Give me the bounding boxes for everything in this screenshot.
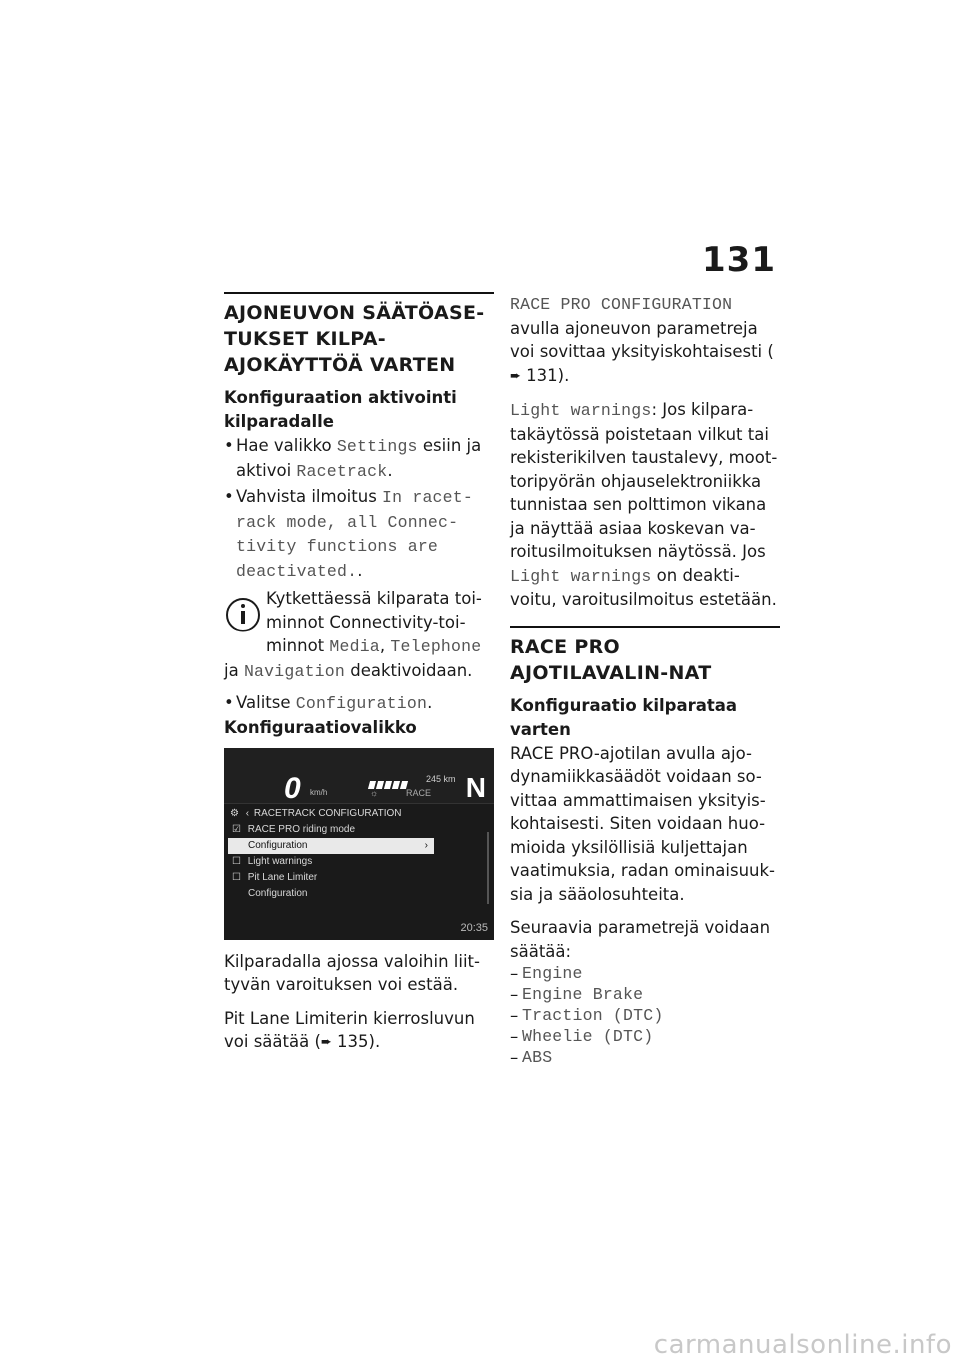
list-item: – ABS: [510, 1047, 780, 1068]
menu-item-label: RACE PRO riding mode: [247, 823, 356, 835]
menu-item-light-warnings[interactable]: [224, 854, 494, 870]
menu-item-label: Configuration: [248, 887, 308, 899]
paragraph-pit-lane: Pit Lane Limiterin kierrosluvun voi säätää (➨ 135).: [224, 1007, 494, 1055]
code-media: Media: [329, 637, 380, 656]
info-icon: [224, 593, 262, 637]
speed-readout: 0: [284, 771, 301, 805]
list-item: – Wheelie (DTC): [510, 1026, 780, 1047]
gear-icon: ⚙: [230, 807, 239, 819]
list-item: – Traction (DTC): [510, 1005, 780, 1026]
menu-item-label: Pit Lane Limiter: [247, 871, 318, 883]
section-heading-race-pro: RACE PRO AJOTILAVALIN-NAT: [510, 635, 712, 684]
page-number: 131: [702, 240, 776, 280]
paragraph-race-pro: RACE PRO-ajotilan avulla ajo-dynamiikkasäädöt voidaan so-vittaa ammattimaisen yksityis-kohtaisesti. Siten voidaan huo-mioida yksilöllisiä kuljettajan vaatimuksia, radan ominaisuuk-sia ja sääolosuhteita.: [510, 743, 776, 904]
menu-title-row: [224, 806, 494, 822]
section-heading: AJONEUVON SÄÄTÖASE-TUKSET KILPA-AJOKÄYTTÖÄ VARTEN: [224, 302, 485, 376]
bullet-select-configuration: • Valitse Configuration.: [224, 691, 494, 716]
parameter-list: [510, 963, 780, 1068]
code-light-warnings: Light warnings: [510, 401, 652, 420]
back-chevron-icon[interactable]: ‹: [245, 807, 250, 819]
riding-mode: RACE: [406, 787, 432, 798]
code-message: In racet-rack mode, all Connec-tivity functions are deactivated.: [236, 488, 473, 581]
code-light-warnings-2: Light warnings: [510, 566, 652, 586]
gear-indicator: N: [465, 771, 486, 803]
left-column: [224, 292, 494, 1065]
paragraph-light-warnings: Light warnings: Jos kilpara-takäytössä poistetaan vilkut tai rekisterikilven taustalevy, moot-toripyörän ohjauselektroniikka tunnistaa sen polttimon vikana ja näyttää asiaa koskevan va-roitusilmoituksen näytössä. Jos Light warnings on deakti-voitu, varoitusilmoitus estetään.: [510, 400, 778, 609]
menu-title: RACETRACK CONFIGURATION: [253, 807, 402, 819]
lamp-icon: ☼: [370, 787, 379, 798]
watermark: carmanualsonline.info: [653, 1330, 952, 1360]
page-ref[interactable]: 135: [337, 1032, 369, 1051]
menu-item-label: Light warnings: [247, 855, 313, 867]
dashboard-screenshot: [224, 748, 494, 940]
list-item: – Engine Brake: [510, 984, 780, 1005]
code-racetrack: Racetrack: [296, 461, 388, 481]
bullet-settings: • Hae valikko Settings esiin ja aktivoi Racetrack.: [224, 434, 494, 483]
code-race-pro-configuration: RACE PRO CONFIGURATION: [510, 295, 733, 314]
subheading-config-menu: Konfiguraatiovalikko: [224, 717, 417, 737]
menu-item-race-pro[interactable]: [224, 822, 494, 838]
menu-item-configuration[interactable]: [224, 886, 494, 902]
paragraph-light-warning: Kilparadalla ajossa valoihin liit-tyvän varoituksen voi estää.: [224, 951, 480, 994]
code-settings: Settings: [336, 437, 418, 456]
page-ref[interactable]: 131: [526, 365, 558, 385]
paragraph-race-pro-config: RACE PRO CONFIGURATION avulla ajoneuvon parametreja voi sovittaa yksityiskohtaisesti (➨ 131).: [510, 292, 780, 388]
menu-item-configuration-selected[interactable]: [228, 838, 434, 854]
subheading-activation: Konfiguraation aktivointi kilparadalle: [224, 388, 457, 431]
section-rule: [510, 626, 780, 628]
info-note: Kytkettäessä kilparata toi-minnot Connectivity-toi-minnot Media, Telephone ja Navigation deaktivoidaan.: [224, 589, 482, 681]
menu-item-pit-lane[interactable]: [224, 870, 494, 886]
page-ref-arrow-icon: ➨: [510, 368, 521, 384]
chevron-right-icon: ›: [424, 839, 428, 851]
checkbox-empty-icon[interactable]: ☐: [232, 855, 241, 867]
code-telephone: Telephone: [390, 637, 482, 656]
code-configuration: Configuration: [295, 694, 428, 713]
checkbox-checked-icon[interactable]: ☑: [232, 823, 241, 835]
clock: 20:35: [460, 921, 488, 934]
list-item: – Engine: [510, 963, 780, 984]
range-readout: 245 km: [426, 773, 456, 784]
speed-unit: km/h: [310, 787, 328, 797]
subheading-race-config: Konfiguraatio kilparataa varten: [510, 695, 738, 739]
scrollbar: [487, 832, 489, 904]
paragraph-parameters: Seuraavia parametrejä voidaan säätää:: [510, 918, 771, 961]
code-navigation: Navigation: [243, 661, 345, 681]
checkbox-empty-icon[interactable]: ☐: [232, 871, 241, 883]
right-column: [510, 292, 780, 1068]
section-rule: [224, 292, 494, 294]
menu-item-label: Configuration: [248, 839, 308, 851]
bullet-confirm: • Vahvista ilmoitus In racet-rack mode, all Connec-tivity functions are deactivated..: [224, 485, 494, 583]
page-ref-arrow-icon: ➨: [320, 1035, 332, 1050]
